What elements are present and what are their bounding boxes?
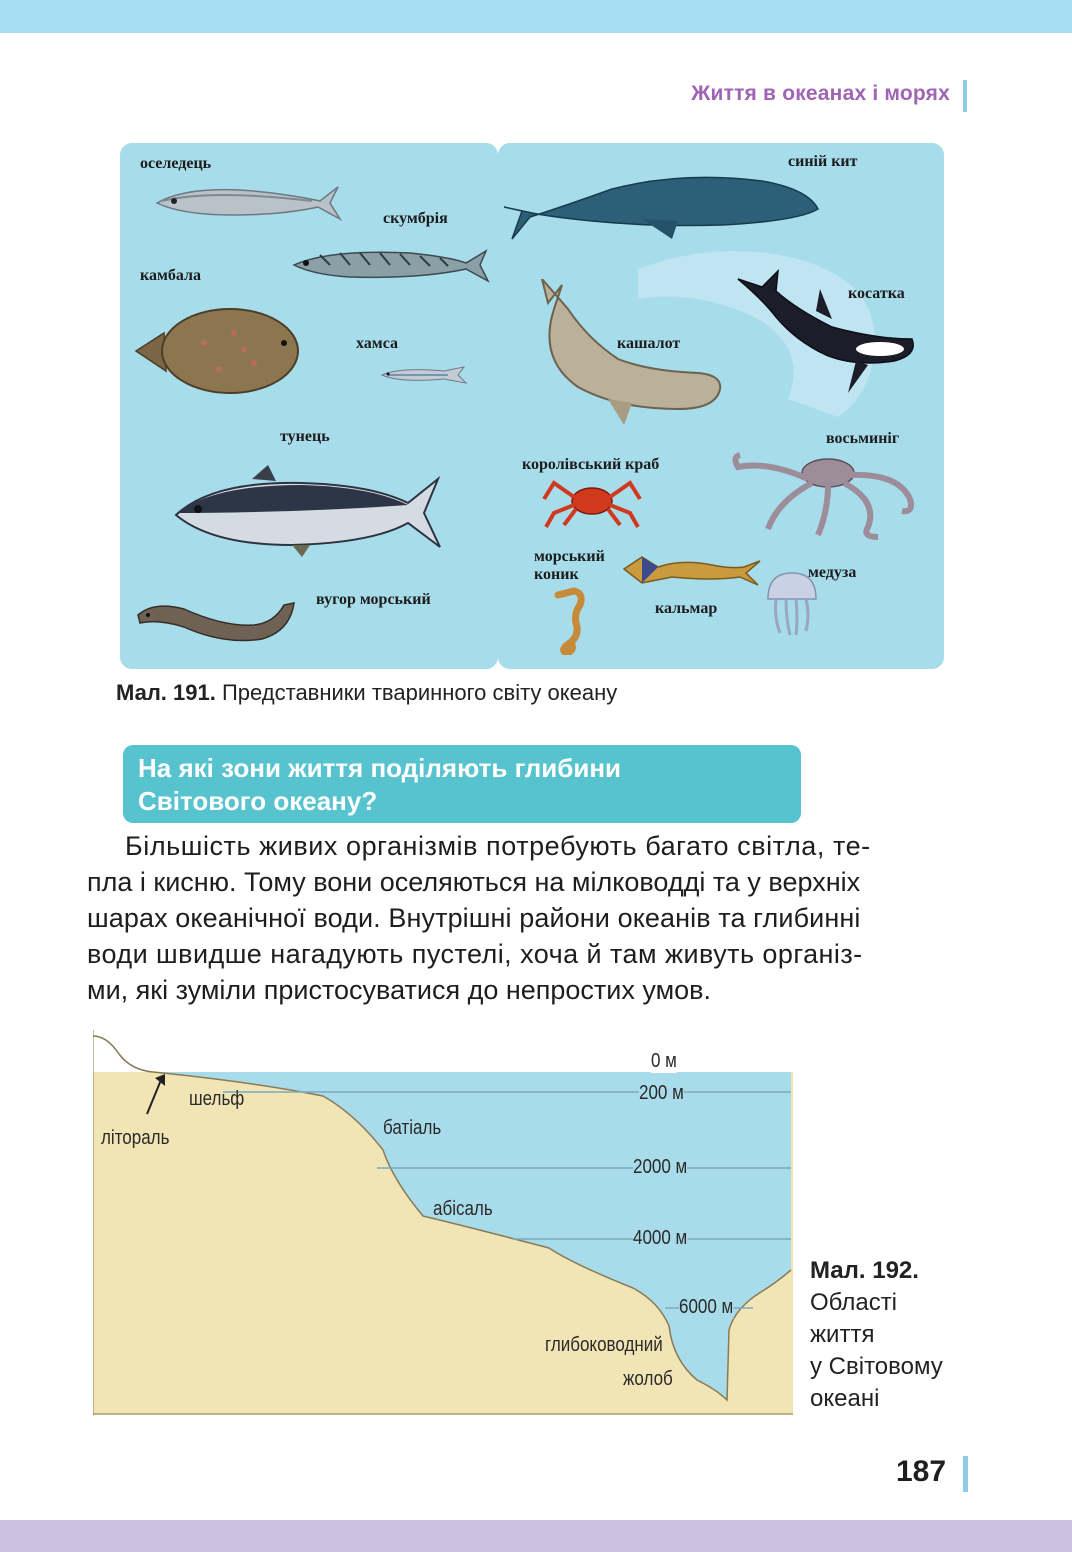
label-seahorse-line1: морський bbox=[534, 548, 605, 565]
figure-192-caption bbox=[810, 1255, 943, 1415]
label-blue-whale: синій кит bbox=[788, 153, 858, 170]
label-sperm-whale: кашалот bbox=[617, 335, 681, 352]
label-flounder: камбала bbox=[140, 267, 201, 284]
zone-label-littoral: літораль bbox=[101, 1127, 170, 1149]
body-line: ми, які зуміли пристосуватися до непростих умов. bbox=[87, 975, 712, 1005]
zone-label-trench-line1: глибоководний bbox=[545, 1334, 663, 1356]
squid-illustration bbox=[622, 551, 762, 589]
figure-191-text: Представники тваринного світу океану bbox=[215, 680, 618, 705]
label-herring: оселедець bbox=[140, 155, 212, 172]
label-eel: вугор морський bbox=[316, 591, 431, 608]
zone-label-shelf: шельф bbox=[189, 1088, 245, 1110]
section-heading-line2: Світового океану? bbox=[138, 786, 378, 816]
anchovy-illustration bbox=[380, 365, 468, 385]
depth-label-200m: 200 м bbox=[639, 1082, 684, 1104]
mackerel-illustration bbox=[290, 243, 490, 287]
figure-192-caption-line: у Світовому bbox=[810, 1353, 943, 1380]
depth-label-0m: 0 м bbox=[651, 1050, 677, 1072]
body-line: Більшість живих організмів потребують багато світла, те- bbox=[125, 831, 871, 861]
orca-illustration bbox=[736, 269, 926, 399]
zone-label-trench-line2: жолоб bbox=[623, 1368, 673, 1390]
tuna-illustration bbox=[172, 463, 442, 559]
body-paragraph bbox=[87, 828, 967, 1008]
label-king-crab: королівський краб bbox=[522, 456, 660, 473]
label-mackerel: скумбрія bbox=[383, 210, 448, 227]
zone-label-bathyal: батіаль bbox=[383, 1117, 442, 1139]
section-heading bbox=[138, 752, 788, 818]
king-crab-illustration bbox=[542, 477, 642, 529]
running-title: Життя в океанах і морях bbox=[691, 82, 950, 105]
figure-191-caption bbox=[116, 680, 617, 706]
figure-192-caption-line: Області bbox=[810, 1289, 898, 1316]
figure-191-mammals-panel bbox=[498, 143, 944, 669]
label-seahorse-line2: коник bbox=[534, 566, 579, 583]
sperm-whale-illustration bbox=[528, 279, 728, 431]
body-line: шарах океанічної води. Внутрішні райони океанів та глибинні bbox=[87, 903, 861, 933]
page-number-bar bbox=[963, 1456, 968, 1492]
figure-192-caption-line: життя bbox=[810, 1321, 875, 1348]
label-orca: косатка bbox=[848, 285, 905, 302]
body-line: води швидше нагадують пустелі, хоча й там живуть організ- bbox=[87, 939, 863, 969]
depth-label-2000m: 2000 м bbox=[633, 1156, 688, 1178]
flounder-illustration bbox=[134, 303, 304, 403]
running-title-bar bbox=[963, 80, 967, 112]
zone-label-abyssal: абісаль bbox=[433, 1198, 493, 1220]
body-line: пла і кисню. Тому вони оселяються на мілководді та у верхніх bbox=[87, 867, 861, 897]
octopus-illustration bbox=[728, 451, 918, 541]
bottom-color-band bbox=[0, 1520, 1072, 1552]
blue-whale-illustration bbox=[502, 167, 822, 247]
figure-192-ocean-zones-diagram bbox=[93, 1030, 793, 1415]
label-squid: кальмар bbox=[655, 600, 718, 617]
jellyfish-illustration bbox=[764, 569, 820, 637]
label-seahorse bbox=[534, 548, 605, 584]
label-anchovy: хамса bbox=[356, 335, 398, 352]
figure-191-number: Мал. 191. bbox=[116, 680, 216, 705]
section-heading-line1: На які зони життя поділяють глибини bbox=[138, 753, 622, 783]
top-color-band bbox=[0, 0, 1072, 33]
figure-192-number: Мал. 192. bbox=[810, 1257, 919, 1284]
page-number: 187 bbox=[896, 1455, 947, 1488]
herring-illustration bbox=[152, 179, 342, 223]
figure-192-caption-line: океані bbox=[810, 1385, 880, 1412]
depth-label-6000m: 6000 м bbox=[679, 1296, 734, 1318]
eel-illustration bbox=[134, 593, 299, 645]
label-tuna: тунець bbox=[280, 428, 330, 445]
figure-191-fish-panel bbox=[120, 143, 498, 669]
seahorse-illustration bbox=[550, 587, 594, 655]
label-jellyfish: медуза bbox=[808, 564, 857, 581]
depth-label-4000m: 4000 м bbox=[633, 1227, 688, 1249]
label-octopus: восьминіг bbox=[826, 430, 900, 447]
